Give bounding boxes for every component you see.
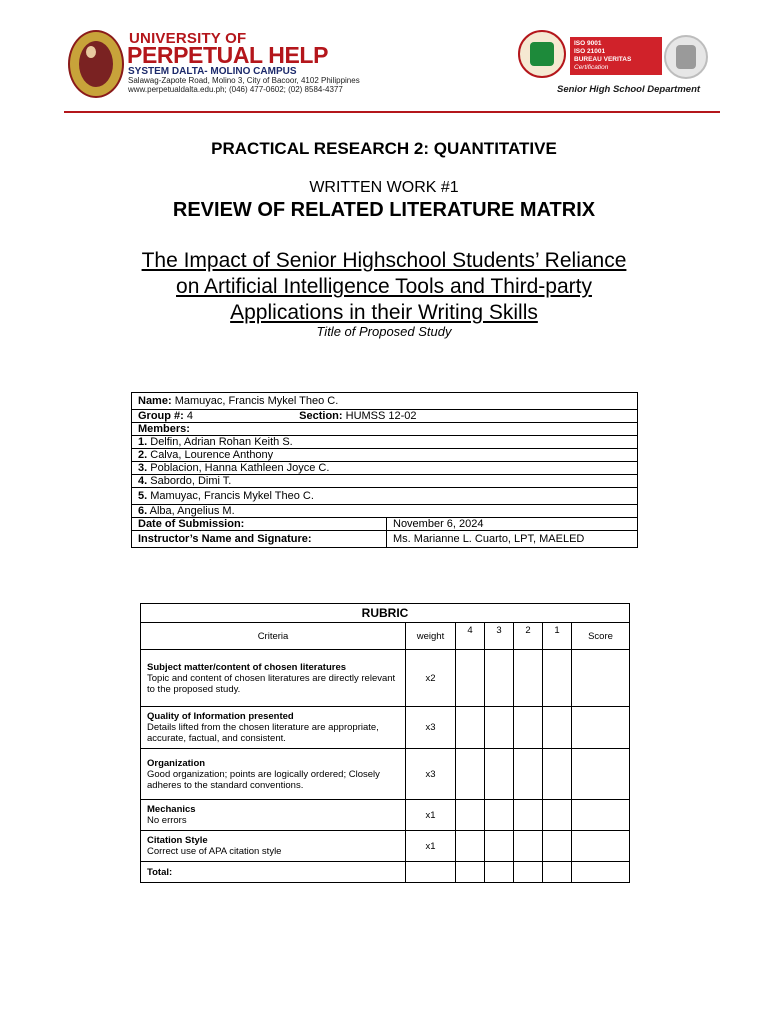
instructor-value: Ms. Marianne L. Cuarto, LPT, MAELED [387,531,638,548]
score-3-header: 3 [485,623,514,650]
header-divider [64,111,720,113]
campus-name: SYSTEM DALTA- MOLINO CAMPUS [128,66,297,77]
date-value: November 6, 2024 [387,518,638,531]
rubric-row: Citation Style Correct use of APA citation style x1 [141,831,630,862]
study-title-caption: Title of Proposed Study [316,324,452,339]
study-title: The Impact of Senior Highschool Students’ Reliance on Artificial Intelligence Tools and Third-party Applications in their Writing Skills [141,249,627,324]
rubric-row: Subject matter/content of chosen literatures Topic and content of chosen literatures are directly relevant to the proposed study. x2 [141,650,630,707]
written-work-label: WRITTEN WORK #1 [309,179,459,196]
group-section-row: Group #: 4 Section: HUMSS 12-02 [132,410,638,423]
university-contact: www.perpetualdalta.edu.ph; (046) 477-0602; (02) 8584-4377 [128,85,343,94]
weight-header: weight [406,623,456,650]
course-title: PRACTICAL RESEARCH 2: QUANTITATIVE [211,139,557,158]
name-row: Name: Mamuyac, Francis Mykel Theo C. [132,393,638,410]
member-row: 5. Mamuyac, Francis Mykel Theo C. [132,488,638,505]
score-1-header: 1 [543,623,572,650]
rubric-table [140,603,630,883]
criteria-header: Criteria [141,623,406,650]
score-4-header: 4 [456,623,485,650]
department-name: Senior High School Department [557,84,701,95]
university-name-line1: UNIVERSITY OF [129,30,247,47]
score-2-header: 2 [514,623,543,650]
rubric-total-row: Total: [141,862,630,883]
member-row: 4. Sabordo, Dimi T. [132,475,638,488]
rubric-row: Mechanics No errors x1 [141,800,630,831]
iso-certification-badge: ISO 9001 ISO 21001 BUREAU VERITAS Certification [570,37,662,75]
instructor-label: Instructor’s Name and Signature: [132,531,387,548]
shs-logo [518,30,566,78]
university-name-line2: PERPETUAL HELP [127,42,329,68]
rubric-title: RUBRIC [141,604,630,623]
rubric-row: Organization Good organization; points are logically ordered; Closely adheres to the standard conventions. x3 [141,749,630,800]
members-label-row: Members: [132,423,638,436]
rubric-row: Quality of Information presented Details lifted from the chosen literature are appropriate, accurate, factual, and consistent. x3 [141,707,630,749]
member-row: 6. Alba, Angelius M. [132,505,638,518]
university-seal [68,30,124,98]
bureau-veritas-seal [664,35,708,79]
student-info-table [131,392,638,548]
member-row: 1. Delfin, Adrian Rohan Keith S. [132,436,638,449]
member-row: 3. Poblacion, Hanna Kathleen Joyce C. [132,462,638,475]
matrix-title: REVIEW OF RELATED LITERATURE MATRIX [172,199,596,221]
member-row: 2. Calva, Lourence Anthony [132,449,638,462]
date-label: Date of Submission: [132,518,387,531]
university-address: Salawag-Zapote Road, Molino 3, City of Bacoor, 4102 Philippines [128,76,360,85]
score-header: Score [572,623,630,650]
